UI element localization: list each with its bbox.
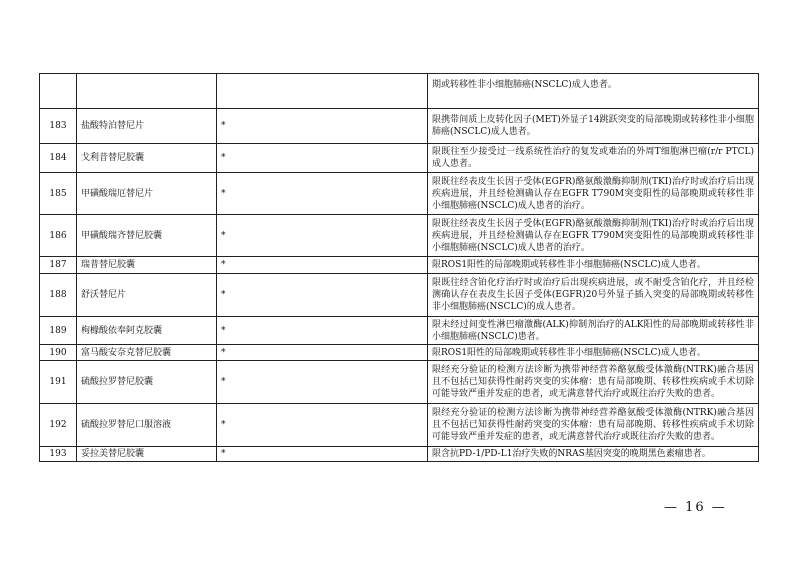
table-row [40,447,759,462]
row-number: 185 [40,173,77,215]
row-number: 188 [40,274,77,317]
drug-name: 硫酸拉罗替尼口服溶液 [77,404,217,447]
restriction-text: 限ROS1阳性的局部晚期或转移性非小细胞肺癌(NSCLC)成人患者。 [428,345,759,361]
drug-name: 盐酸特泊替尼片 [77,109,217,144]
table-row [40,109,759,144]
drug-name: 甲磺酸瑞齐替尼胶囊 [77,215,217,257]
remark-mark: * [217,109,428,144]
table-row [40,257,759,274]
restriction-text: 限未经过间变性淋巴瘤激酶(ALK)抑制剂治疗的ALK阳性的局部晚期或转移性非小细胞肺癌(NSCLC)患者。 [428,317,759,345]
table-row [40,173,759,215]
drug-name: 甲磺酸瑞厄替尼片 [77,173,217,215]
remark-mark: * [217,345,428,361]
row-number: 193 [40,447,77,462]
table-row [40,215,759,257]
restriction-text: 限既往经表皮生长因子受体(EGFR)酪氨酸激酶抑制剂(TKI)治疗时或治疗后出现疾病进展，并且经检测确认存在EGFR T790M突变阳性的局部晚期或转移性非小细胞肺癌(NSCLC)成人患者的治疗。 [428,173,759,215]
remark-mark: * [217,404,428,447]
table-row [40,74,759,109]
remark-mark: * [217,215,428,257]
restriction-text: 限ROS1阳性的局部晚期或转移性非小细胞肺癌(NSCLC)成人患者。 [428,257,759,274]
table-row [40,317,759,345]
drug-name: 妥拉美替尼胶囊 [77,447,217,462]
remark-mark: * [217,447,428,462]
row-number: 189 [40,317,77,345]
restriction-text: 限携带间质上皮转化因子(MET)外显子14跳跃突变的局部晚期或转移性非小细胞肺癌(NSCLC)成人患者。 [428,109,759,144]
table-row [40,361,759,404]
row-number: 191 [40,361,77,404]
row-number [40,74,77,109]
remark-mark: * [217,361,428,404]
table-row [40,274,759,317]
restriction-text: 限既往经含铂化疗治疗时或治疗后出现疾病进展，或不耐受含铂化疗，并且经检测确认存在表皮生长因子受体(EGFR)20号外显子插入突变的局部晚期或转移性非小细胞肺癌(NSCLC)的成人患者。 [428,274,759,317]
remark-mark: * [217,317,428,345]
restriction-text: 期或转移性非小细胞肺癌(NSCLC)成人患者。 [428,74,759,109]
restriction-text: 限含抗PD-1/PD-L1治疗失败的NRAS基因突变的晚期黑色素瘤患者。 [428,447,759,462]
drug-name: 戈利昔替尼胶囊 [77,144,217,173]
row-number: 187 [40,257,77,274]
drug-name: 硫酸拉罗替尼胶囊 [77,361,217,404]
drug-table [39,73,759,462]
remark-mark: * [217,257,428,274]
remark-mark [217,74,428,109]
page-number: — 16 — [664,500,727,515]
row-number: 192 [40,404,77,447]
restriction-text: 限经充分验证的检测方法诊断为携带神经营养酪氨酸受体激酶(NTRK)融合基因且不包括已知获得性耐药突变的实体瘤：患有局部晚期、转移性疾病或手术切除可能导致严重并发症的患者，或无满意替代治疗或既往治疗失败的患者。 [428,361,759,404]
row-number: 186 [40,215,77,257]
remark-mark: * [217,173,428,215]
remark-mark: * [217,274,428,317]
restriction-text: 限既往经表皮生长因子受体(EGFR)酪氨酸激酶抑制剂(TKI)治疗时或治疗后出现疾病进展，并且经检测确认存在EGFR T790M突变阳性的局部晚期或转移性非小细胞肺癌(NSCLC)成人患者的治疗。 [428,215,759,257]
table-row [40,144,759,173]
drug-name [77,74,217,109]
restriction-text: 限既往至少接受过一线系统性治疗的复发或难治的外周T细胞淋巴瘤(r/r PTCL)成人患者。 [428,144,759,173]
table-row [40,404,759,447]
drug-name: 富马酸安奈克替尼胶囊 [77,345,217,361]
drug-name: 瑞普替尼胶囊 [77,257,217,274]
table-row [40,345,759,361]
row-number: 190 [40,345,77,361]
row-number: 184 [40,144,77,173]
row-number: 183 [40,109,77,144]
remark-mark: * [217,144,428,173]
drug-name: 舒沃替尼片 [77,274,217,317]
drug-name: 枸橼酸依奉阿克胶囊 [77,317,217,345]
restriction-text: 限经充分验证的检测方法诊断为携带神经营养酪氨酸受体激酶(NTRK)融合基因且不包括已知获得性耐药突变的实体瘤：患有局部晚期、转移性疾病或手术切除可能导致严重并发症的患者，或无满意替代治疗或既往治疗失败的患者。 [428,404,759,447]
